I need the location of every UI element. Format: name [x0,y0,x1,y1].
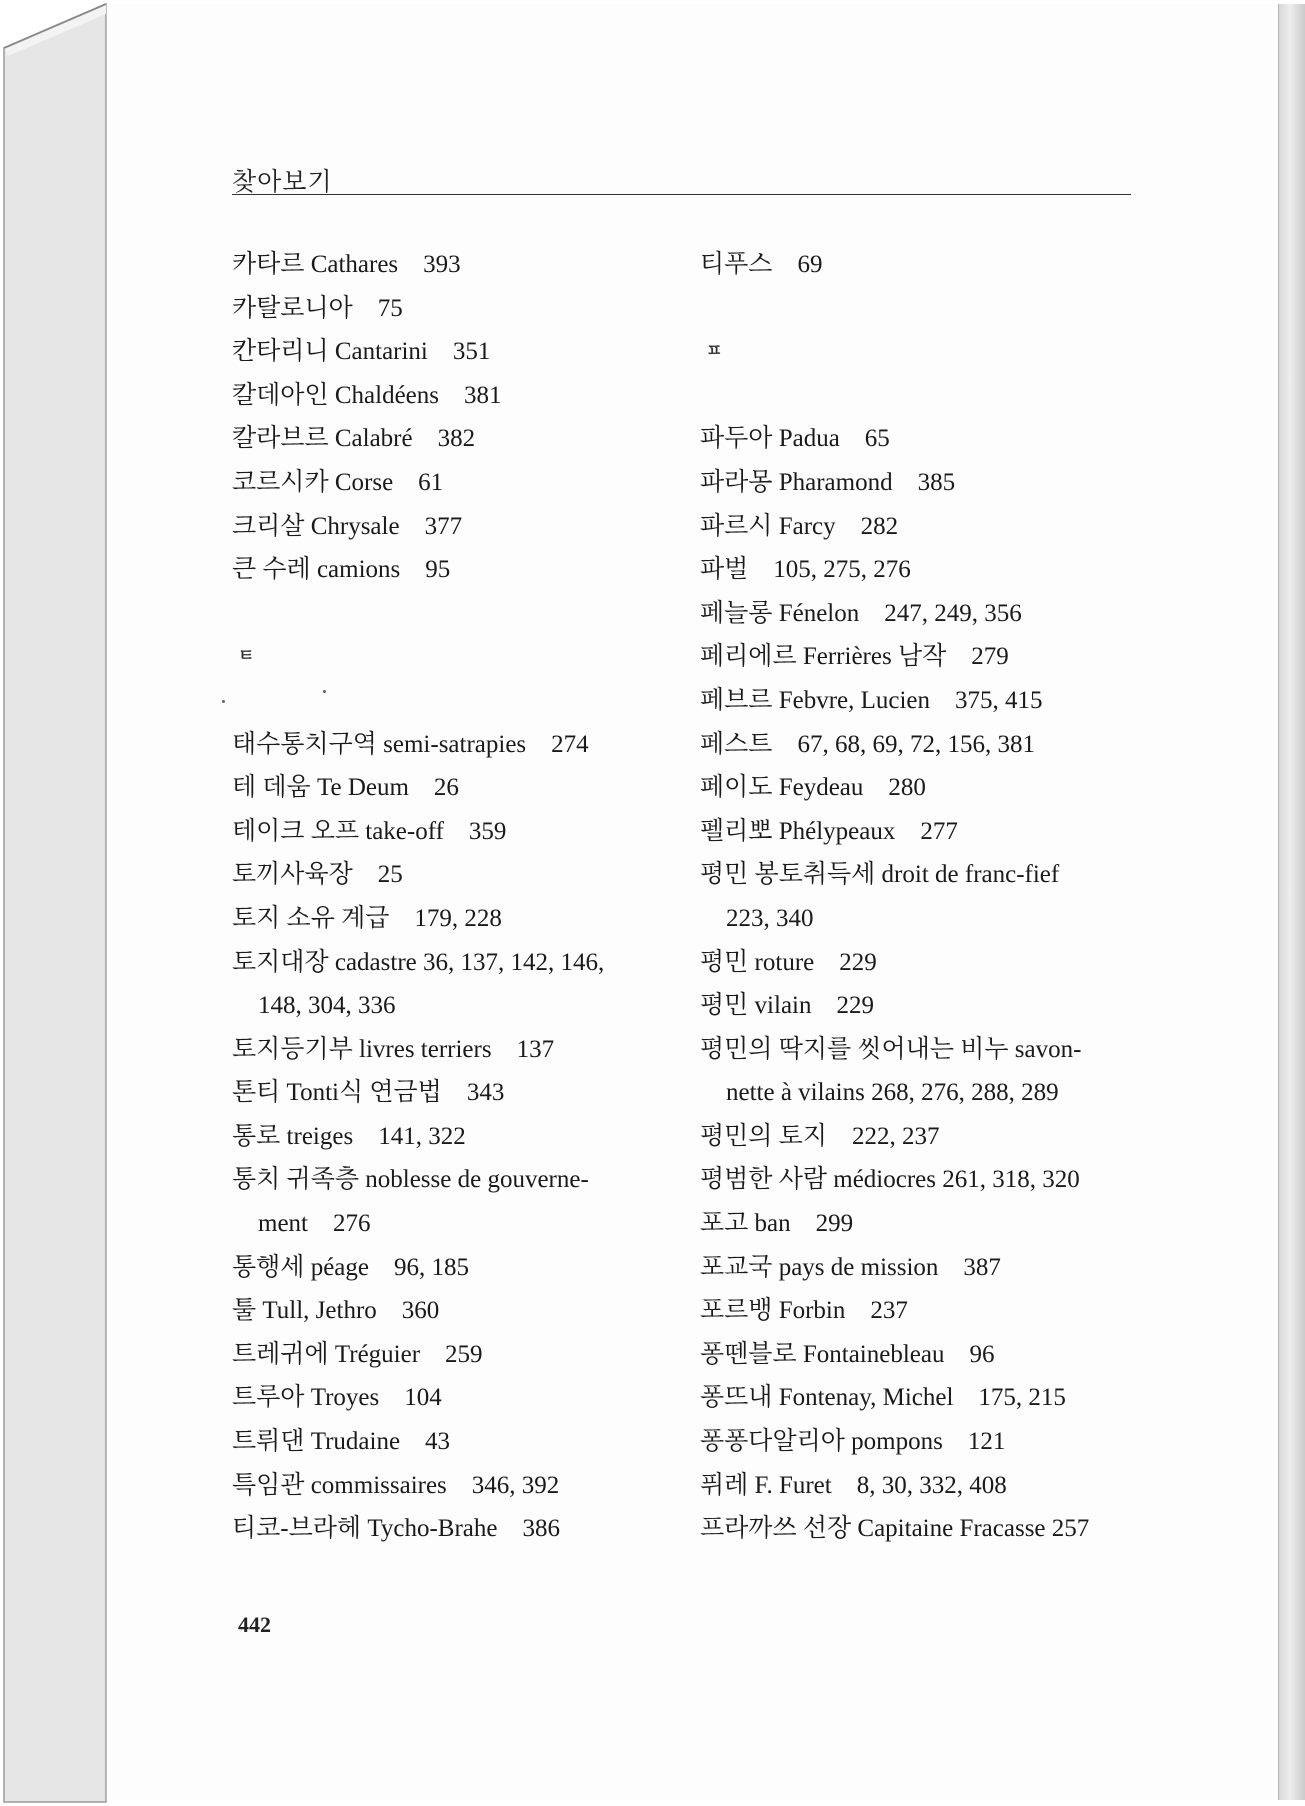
page-edge [1278,4,1305,1800]
index-entry [700,1507,1132,1551]
index-entry [700,679,1132,723]
index-entry [700,1158,1132,1202]
index-entry [700,417,1132,461]
index-entry [700,1028,1132,1115]
spacer [232,679,664,723]
entry-text: 파벌 105, 275, 276 [700,556,911,584]
entry-text: 평민 roture 229 [700,948,877,976]
index-entry [232,1333,664,1377]
entry-text: 통로 treiges 141, 322 [232,1122,466,1150]
entry-text: 평민 봉토취득세 droit de franc-fief [700,861,1060,889]
index-entry [700,548,1132,592]
index-entry [700,723,1132,767]
spacer [700,374,1132,418]
index-entry [232,1376,664,1420]
entry-text: 파라몽 Pharamond 385 [700,468,956,496]
entry-text: 퐁뜨내 Fontenay, Michel 175, 215 [700,1384,1066,1412]
entry-text: 티코-브라헤 Tycho-Brahe 386 [232,1515,560,1543]
entry-text: 파르시 Farcy 282 [700,512,899,540]
entry-text: 펠리뽀 Phélypeaux 277 [700,817,958,845]
entry-text: 퐁퐁다알리아 pompons 121 [700,1428,1006,1456]
entry-text: 카탈로니아 75 [232,294,403,322]
index-entry [700,941,1132,985]
index-entry [232,330,664,374]
index-entry [700,1376,1132,1420]
index-entry [232,243,664,287]
index-entry [700,1246,1132,1290]
entry-text: 칼데아인 Chaldéens 381 [232,381,502,409]
entry-text: 톤티 Tonti식 연금법 343 [232,1079,505,1107]
entry-text: 평민의 딱지를 씻어내는 비누 savon- [700,1035,1082,1063]
section-letter-t: ㅌ [238,646,255,667]
index-entry [700,1333,1132,1377]
entry-text: 트루아 Troyes 104 [232,1384,442,1412]
index-entry [232,1028,664,1072]
spacer [700,287,1132,331]
index-entry [232,810,664,854]
page-number: 442 [238,1612,271,1637]
index-entry [232,1071,664,1115]
index-entry [232,461,664,505]
spacer [232,592,664,636]
index-entry [232,374,664,418]
index-entry [232,1507,664,1551]
index-entry [700,592,1132,636]
entry-text: 퐁뗀블로 Fontainebleau 96 [700,1340,995,1368]
running-head: 찾아보기 [232,167,333,196]
entry-text [700,1071,1132,1115]
entry-text: 테이크 오프 take-off 359 [232,817,507,845]
index-entry [232,853,664,897]
index-column-right [700,243,1132,1551]
index-entry [700,1420,1132,1464]
entry-text: 포교국 pays de mission 387 [700,1253,1001,1281]
index-entry [232,1246,664,1290]
entry-text: 평범한 사람 médiocres 261, 318, 320 [700,1166,1080,1194]
entry-text: 특임관 commissaires 346, 392 [232,1471,560,1499]
entry-text: 통치 귀족층 noblesse de gouverne- [232,1166,589,1194]
index-entry [700,505,1132,549]
book-spine [0,0,110,1806]
entry-text: 티푸스 69 [700,251,823,278]
entry-continuation: ment 276 [258,1210,371,1238]
entry-text: 칸타리니 Cantarini 351 [232,338,491,366]
entry-text: 포르뱅 Forbin 237 [700,1297,908,1325]
entry-text: 트레귀에 Tréguier 259 [232,1340,483,1368]
entry-text: 큰 수레 camions 95 [232,556,451,584]
entry-text: 프라까쓰 선장 Capitaine Fracasse 257 [700,1515,1090,1543]
section-letter-p: ㅍ [706,341,723,362]
entry-text: 토지등기부 livres terriers 137 [232,1035,555,1063]
entry-text: 토끼사육장 25 [232,861,403,889]
entry-text: 테 데움 Te Deum 26 [232,774,459,802]
entry-text: 포고 ban 299 [700,1210,854,1238]
entry-text: 페이도 Feydeau 280 [700,774,926,802]
index-entry [232,1158,664,1245]
entry-text [232,984,664,1028]
entry-text: 퓌레 F. Furet 8, 30, 332, 408 [700,1471,1007,1499]
entry-text: 평민의 토지 222, 237 [700,1122,940,1150]
index-entry [700,984,1132,1028]
index-entry [232,1115,664,1159]
index-entry [700,635,1132,679]
entry-text: 페늘롱 Fénelon 247, 249, 356 [700,599,1022,627]
entry-text: 태수통치구역 semi-satrapies 274 [232,730,589,758]
index-column-left [232,243,664,1551]
index-entry [700,810,1132,854]
entry-text: 트뤼댄 Trudaine 43 [232,1428,451,1456]
entry-text [700,897,1132,941]
index-entry [232,1420,664,1464]
index-entry [700,766,1132,810]
entry-text: 칼라브르 Calabré 382 [232,425,476,453]
index-entry [700,853,1132,940]
entry-text: 페브르 Febvre, Lucien 375, 415 [700,686,1043,714]
index-entry [232,417,664,461]
entry-text: 툴 Tull, Jethro 360 [232,1297,440,1325]
entry-text: 통행세 péage 96, 185 [232,1253,469,1281]
index-entry [700,243,1132,287]
index-entry [700,1464,1132,1508]
index-entry [232,287,664,331]
entry-continuation: nette à vilains 268, 276, 288, 289 [726,1079,1059,1107]
index-entry [232,548,664,592]
stray-dot [323,690,326,693]
entry-text: 페리에르 Ferrières 남작 279 [700,643,1009,671]
entry-text: 토지대장 cadastre 36, 137, 142, 146, [232,948,605,976]
index-entry [232,941,664,1028]
entry-text: 토지 소유 계급 179, 228 [232,904,502,932]
entry-text [232,1202,664,1246]
stray-dot [222,700,225,703]
index-entry [232,723,664,767]
entry-text: 코르시카 Corse 61 [232,468,444,496]
index-entry [232,1289,664,1333]
entry-continuation: 223, 340 [726,904,814,932]
index-entry [700,1289,1132,1333]
index-entry [232,505,664,549]
entry-text: 파두아 Padua 65 [700,425,890,453]
entry-continuation: 148, 304, 336 [258,992,396,1020]
index-entry [232,897,664,941]
header-rule [232,194,1131,195]
index-entry [232,766,664,810]
index-entry [232,1464,664,1508]
index-entry [700,461,1132,505]
entry-text: 크리살 Chrysale 377 [232,512,463,540]
entry-text: 페스트 67, 68, 69, 72, 156, 381 [700,730,1035,758]
entry-text: 카타르 Cathares 393 [232,251,461,278]
entry-text: 평민 vilain 229 [700,992,874,1020]
index-entry [700,1115,1132,1159]
index-entry [700,1202,1132,1246]
